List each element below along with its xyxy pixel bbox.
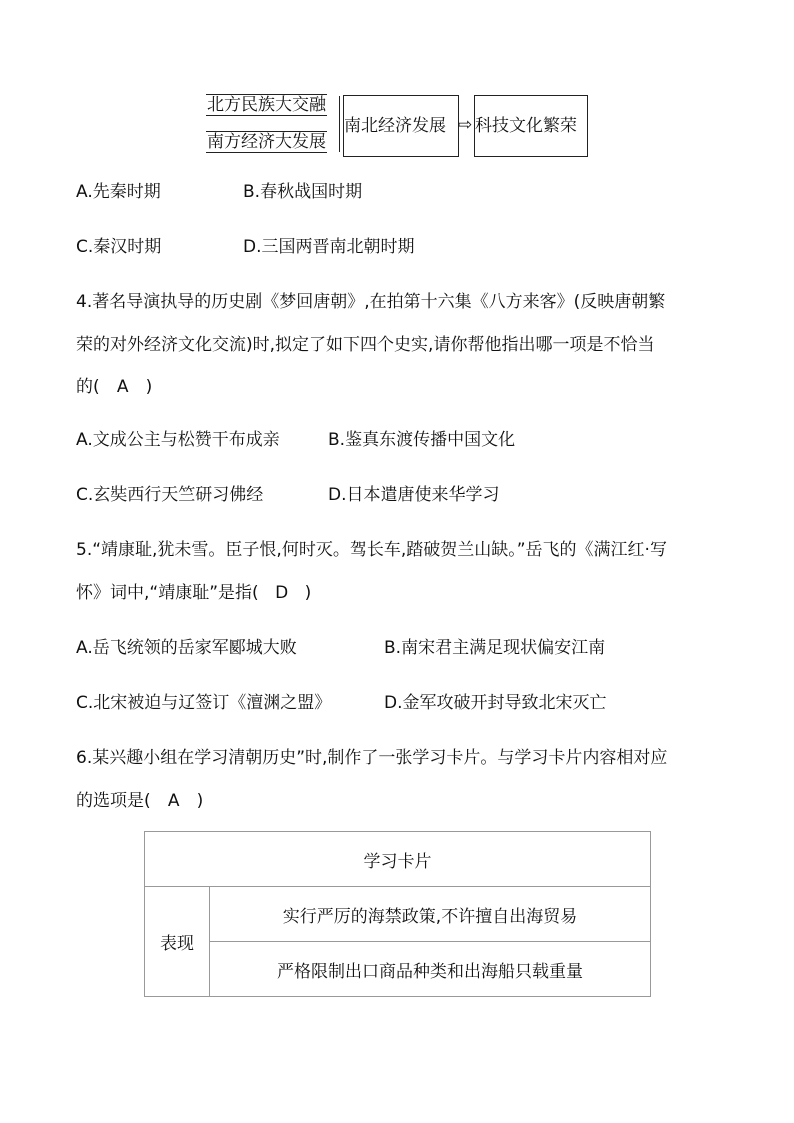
q5-stem-text: 怀》词中,“靖康耻”是指(: [76, 583, 259, 603]
q4-option-d: D.日本遣唐使来华学习: [328, 485, 500, 505]
q3-option-d: D.三国两晋南北朝时期: [243, 237, 415, 257]
diagram-label: 科技文化繁荣: [475, 116, 577, 136]
q4-stem-line1: 4.著名导演执导的历史剧《梦回唐朝》,在拍第十六集《八方来客》(反映唐朝繁: [76, 292, 666, 312]
diagram-box-economy: [343, 95, 459, 157]
diagram-bracket: [339, 96, 340, 152]
learning-card-table: [144, 831, 651, 997]
q6-paren-close: ): [196, 791, 204, 811]
learning-card-title: 学习卡片: [145, 832, 651, 887]
q3-option-c: C.秦汉时期: [76, 237, 162, 257]
learning-card-item: 实行严厉的海禁政策,不许擅自出海贸易: [210, 887, 651, 942]
q5-option-c: C.北宋被迫与辽签订《澶渊之盟》: [76, 693, 332, 713]
q4-answer: A: [116, 377, 129, 397]
q4-option-a: A.文成公主与松赞干布成亲: [76, 430, 280, 450]
q4-stem-line2: 荣的对外经济文化交流)时,拟定了如下四个史实,请你帮他指出哪一项是不恰当: [76, 335, 655, 355]
q6-stem-text: 的选项是(: [76, 791, 151, 811]
diagram-label: 南北经济发展: [344, 116, 446, 136]
diagram-label: 北方民族大交融: [207, 95, 326, 115]
q6-stem-line1: 6.某兴趣小组在学习清朝历史”时,制作了一张学习卡片。与学习卡片内容相对应: [76, 748, 668, 768]
diagram-box-culture: [474, 95, 588, 157]
learning-card-row-label: 表现: [145, 887, 210, 997]
q3-option-a: A.先秦时期: [76, 182, 161, 202]
diagram-box-north-fusion: [206, 94, 327, 116]
q3-option-b: B.春秋战国时期: [243, 182, 363, 202]
q5-option-d: D.金军攻破开封导致北宋灭亡: [384, 693, 607, 713]
diagram-label: 南方经济大发展: [207, 132, 326, 152]
q5-option-a: A.岳飞统领的岳家军郾城大败: [76, 638, 297, 658]
q5-stem-line2: [76, 581, 311, 605]
arrow-icon: ⇨: [458, 115, 473, 135]
q4-option-b: B.鉴真东渡传播中国文化: [328, 430, 516, 450]
q4-paren-close: ): [145, 377, 153, 397]
q4-option-c: C.玄奘西行天竺研习佛经: [76, 485, 264, 505]
q5-paren-close: ): [304, 583, 312, 603]
q4-stem-line3: [76, 375, 152, 399]
learning-card-item: 严格限制出口商品种类和出海船只载重量: [210, 942, 651, 997]
q5-answer: D: [275, 583, 289, 603]
q6-stem-line2: [76, 789, 203, 813]
q5-stem-line1: 5.“靖康耻,犹未雪。臣子恨,何时灭。驾长车,踏破贺兰山缺。”岳飞的《满江红·写: [76, 540, 667, 560]
diagram-box-south-economy: [206, 131, 327, 153]
q5-option-b: B.南宋君主满足现状偏安江南: [384, 638, 606, 658]
q6-answer: A: [167, 791, 180, 811]
q4-paren-open: 的(: [76, 377, 100, 397]
